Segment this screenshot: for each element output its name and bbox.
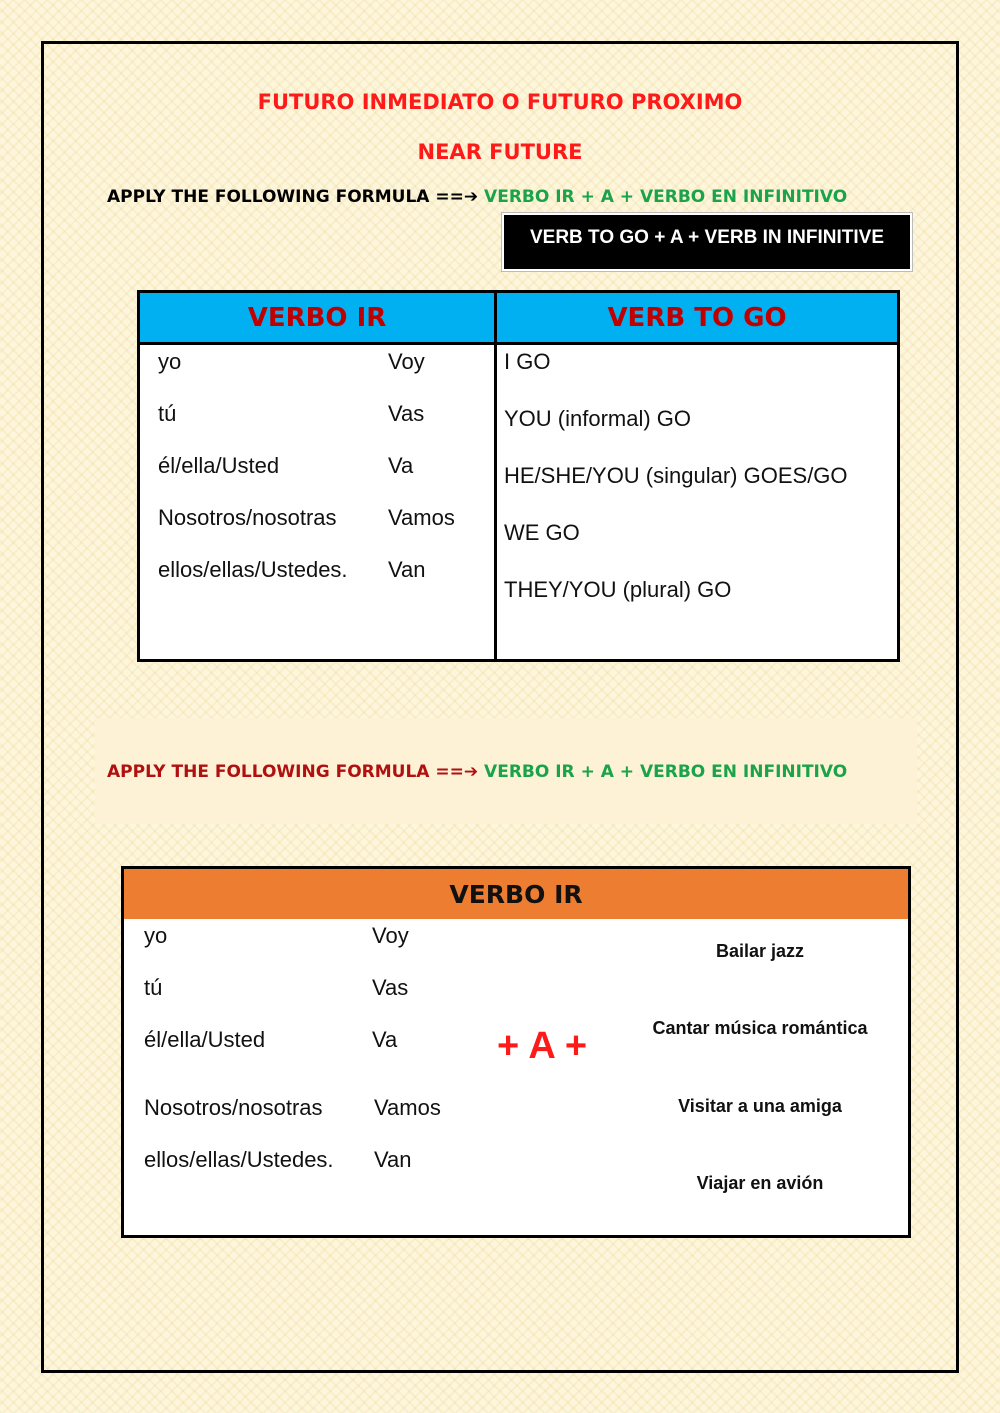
table-header-verbo-ir: VERBO IR (124, 869, 908, 919)
table-cell-english: HE/SHE/YOU (singular) GOES/GO (504, 463, 848, 488)
table-cell-pronoun: ellos/ellas/Ustedes. (144, 1147, 334, 1172)
table-cell-form: Vamos (388, 505, 455, 530)
table-cell-pronoun: yo (144, 923, 168, 948)
table-cell-form: Voy (388, 349, 425, 374)
table-header-verbo-ir: VERBO IR (140, 293, 497, 345)
table-cell-english: WE GO (504, 520, 580, 545)
table-cell-pronoun: tú (144, 975, 163, 1000)
table-cell-form: Vas (372, 975, 409, 1000)
table-cell-english: THEY/YOU (plural) GO (504, 577, 732, 602)
table-cell-pronoun: Nosotros/nosotras (158, 505, 337, 530)
conjugation-table (137, 290, 900, 662)
table-cell-pronoun: él/ella/Usted (158, 453, 280, 478)
table-cell-english: YOU (informal) GO (504, 406, 692, 431)
table-cell-form: Vamos (374, 1095, 441, 1120)
english-formula-box (502, 213, 912, 271)
formula-prefix: APPLY THE FOLLOWING FORMULA ==➔ (107, 762, 479, 782)
table-cell-pronoun: Nosotros/nosotras (144, 1095, 323, 1120)
table-cell-form: Vas (388, 401, 425, 426)
table-cell-form: Va (372, 1027, 398, 1052)
table-cell-form: Va (388, 453, 414, 478)
practice-table (121, 866, 911, 1238)
formula-prefix: APPLY THE FOLLOWING FORMULA ==➔ (107, 187, 479, 207)
table-cell-form: Van (374, 1147, 412, 1172)
activity-item: Visitar a una amiga (678, 1096, 842, 1116)
table-divider (494, 293, 497, 659)
table-cell-pronoun: él/ella/Usted (144, 1027, 266, 1052)
table-header-verb-to-go: VERB TO GO (497, 293, 897, 345)
table-cell-pronoun: tú (158, 401, 177, 426)
formula-line (107, 187, 847, 207)
formula-rule: VERBO IR + A + VERBO EN INFINITIVO (484, 187, 848, 207)
page-subtitle: NEAR FUTURE (417, 140, 583, 164)
page-title: FUTURO INMEDIATO O FUTURO PROXIMO (257, 90, 743, 114)
formula-rule: VERBO IR + A + VERBO EN INFINITIVO (484, 762, 848, 782)
plus-a-connector: + A + (497, 1025, 588, 1067)
formula-line-2 (107, 762, 847, 782)
english-formula-text: VERB TO GO + A + VERB IN INFINITIVE (529, 227, 885, 248)
table-cell-form: Voy (372, 923, 409, 948)
activity-item: Viajar en avión (696, 1173, 824, 1193)
activity-item: Cantar música romántica (652, 1018, 868, 1038)
table-cell-pronoun: yo (158, 349, 182, 374)
table-cell-english: I GO (504, 349, 551, 374)
activity-item: Bailar jazz (715, 941, 805, 961)
table-cell-pronoun: ellos/ellas/Ustedes. (158, 557, 348, 582)
table-cell-form: Van (388, 557, 426, 582)
